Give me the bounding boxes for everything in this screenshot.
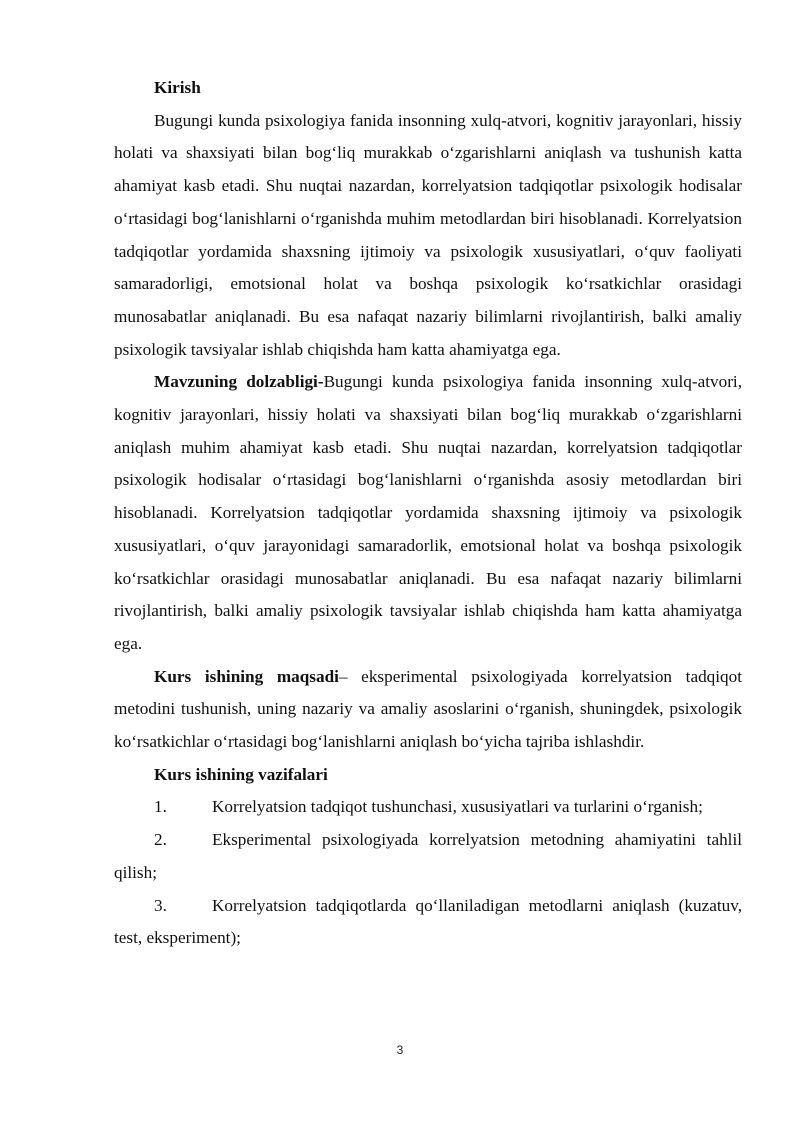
- goal-label: Kurs ishining maqsadi: [154, 666, 339, 686]
- task-number: 2.: [154, 830, 167, 850]
- page-content: [114, 72, 742, 955]
- task-number: 1.: [154, 797, 167, 817]
- relevance-label: Mavzuning dolzabligi-: [154, 372, 324, 392]
- task-item-2: [114, 824, 742, 889]
- tasks-heading: Kurs ishining vazifalari: [154, 764, 328, 784]
- task-item-1: [114, 791, 742, 824]
- task-text: Eksperimental psixologiyada korrelyatsion metodning ahamiyatini tahlil qilish;: [114, 830, 742, 882]
- section-heading-kirish: Kirish: [154, 78, 201, 97]
- task-text: Korrelyatsion tadqiqotlarda qo‘llaniladigan metodlarni aniqlash (kuzatuv, test, eksperiment);: [114, 895, 742, 948]
- relevance-paragraph: [114, 366, 742, 660]
- page-number: 3: [396, 1043, 404, 1057]
- relevance-text: Bugungi kunda psixologiya fanida insonning xulq-atvori, kognitiv jarayonlari, hissiy holati va shaxsiyati bilan bog‘liq murakkab o‘zgarishlarni aniqlash muhim ahamiyat kasb etadi. Shu nuqtai nazardan, korrelyatsion tadqiqotlar psixologik hodisalar o‘rtasidagi bog‘lanishlarni o‘rganishda asosiy metodlardan biri hisoblanadi. Korrelyatsion tadqiqotlar yordamida shaxsning ijtimoiy va psixologik xususiyatlari, o‘quv jarayonidagi samaradorlik, emotsional holat va boshqa psixologik ko‘rsatkichlar orasidagi munosabatlar aniqlanadi. Bu esa nafaqat nazariy bilimlarni rivojlantirish, balki amaliy psixologik tavsiyalar ishlab chiqishda ham katta ahamiyatga ega.: [114, 372, 742, 653]
- task-number: 3.: [154, 895, 167, 915]
- task-item-3: [114, 890, 742, 955]
- goal-text: – eksperimental psixologiyada korrelyatsion tadqiqot metodini tushunish, uning nazariy va amaliy asoslarini o‘rganish, shuningdek, psixologik ko‘rsatkichlar o‘rtasidagi bog‘lanishlarni aniqlash bo‘yicha tajriba ishlashdir.: [114, 666, 742, 752]
- task-text: Korrelyatsion tadqiqot tushunchasi, xususiyatlari va turlarini o‘rganish;: [212, 797, 703, 817]
- intro-paragraph: Bugungi kunda psixologiya fanida insonning xulq-atvori, kognitiv jarayonlari, hissiy holati va shaxsiyati bilan bog‘liq murakkab o‘zgarishlarni aniqlash va tushunish katta ahamiyat kasb etadi. Shu nuqtai nazardan, korrelyatsion tadqiqotlar psixologik hodisalar o‘rtasidagi bog‘lanishlarni o‘rganishda muhim metodlardan biri hisoblanadi. Korrelyatsion tadqiqotlar yordamida shaxsning ijtimoiy va psixologik xususiyatlari, o‘quv faoliyati samaradorligi, emotsional holat va boshqa psixologik ko‘rsatkichlar orasidagi munosabatlar aniqlanadi. Bu esa nafaqat nazariy bilimlarni rivojlantirish, balki amaliy psixologik tavsiyalar ishlab chiqishda ham katta ahamiyatga ega.: [114, 110, 742, 359]
- goal-paragraph: [114, 661, 742, 759]
